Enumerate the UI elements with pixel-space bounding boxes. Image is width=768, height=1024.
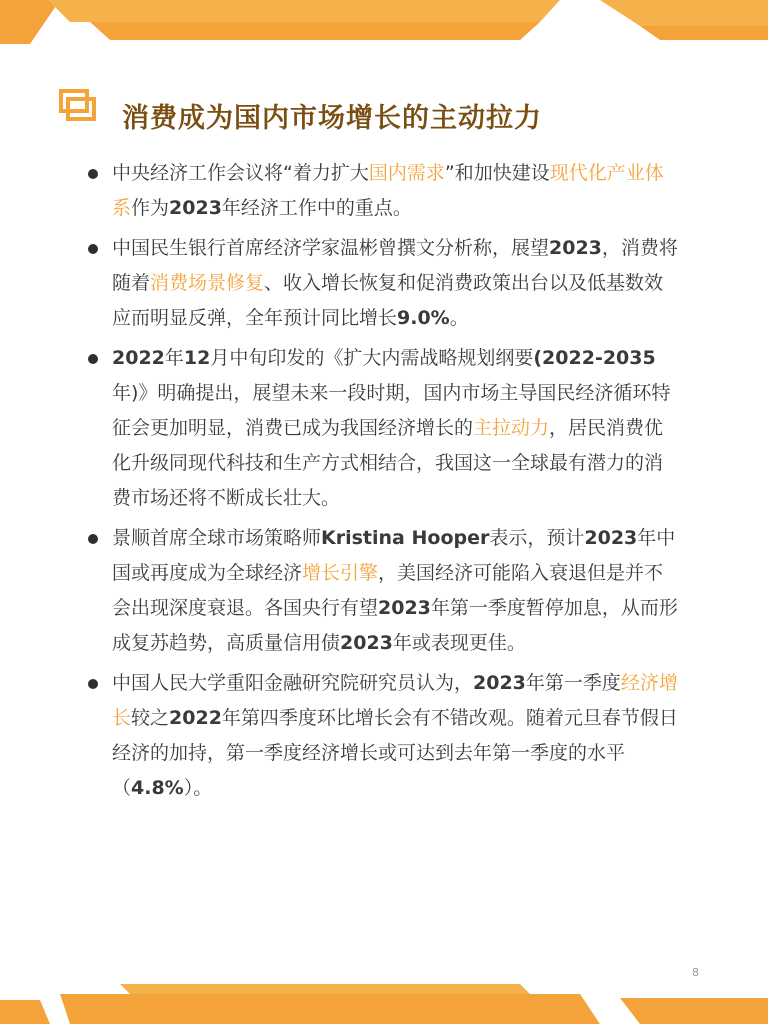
bullet-text: 景顺首席全球市场策略师 (112, 527, 322, 549)
bullet-dot-icon (88, 169, 98, 179)
highlight-text: 国内需求 (368, 162, 445, 184)
bullet-text: Kristina Hooper (321, 527, 490, 549)
bullet-text: (2022-2035 (533, 347, 656, 369)
bullet-text: 作为 (131, 197, 170, 219)
bullet-text: ，居民消费优化升级同现代科技和生产方式相结合，我国这一全球最有潜力的消费市场还将不断成长壮大。 (112, 417, 664, 509)
bullet-dot-icon (88, 679, 98, 689)
bullet-text: 年经济工作中的重点。 (221, 197, 412, 219)
page-number: 8 (692, 966, 699, 979)
bullet-text: 。 (449, 307, 469, 329)
highlight-text: 主拉动力 (473, 417, 550, 439)
bullet-text: 年第四季度环比增长会有不错改观。随着元旦春节假日经济的加持，第一季度经济增长或可达到去年第一季度的水平（ (112, 707, 678, 799)
bullet-text: 2023 (549, 237, 602, 259)
bullet-text: ，美国经济可能陷入衰退但是并不会出现深度衰退。各国央行有望 (112, 562, 664, 619)
highlight-text: 现代化产业体系 (112, 162, 664, 219)
bullet-list (88, 156, 678, 811)
square-bracket-icon (58, 88, 98, 122)
bullet-text: 12 (183, 347, 211, 369)
bullet-text: 中国民生银行首席经济学家温彬曾撰文分析称，展望 (112, 237, 550, 259)
bullet-text: 年 (164, 347, 184, 369)
highlight-text: 增长引擎 (302, 562, 379, 584)
bullet-item (88, 341, 678, 516)
bullet-text: 2023 (584, 527, 638, 549)
bullet-text: 年)》明确提出，展望未来一段时期，国内市场主导国民经济循环特征会更加明显，消费已成为我国经济增长的 (112, 382, 671, 439)
bottom-decorative-band (0, 980, 768, 1024)
bullet-item (88, 231, 678, 336)
bullet-text: ”和加快建设 (444, 162, 550, 184)
bullet-item (88, 156, 678, 226)
bullet-text: 、收入增长恢复和促消费政策出台以及低基数效应而明显反弹，全年预计同比增长 (112, 272, 664, 329)
bullet-text: 月中旬印发的《扩大内需战略规划纲要 (210, 347, 534, 369)
bullet-text: 年第一季度暂停加息，从而形成复苏趋势，高质量信用债 (112, 597, 678, 654)
bullet-text: 2022 (169, 707, 222, 729)
highlight-text: 经济增长 (112, 672, 678, 729)
bullet-item (88, 666, 678, 806)
bullet-text: 较之 (131, 707, 170, 729)
bullet-text: 中央经济工作会议将“着力扩大 (112, 162, 369, 184)
bullet-text: ，消费将随着 (112, 237, 678, 294)
page-title: 消费成为国内市场增长的主动拉力 (122, 103, 542, 134)
bullet-text: 2023 (169, 197, 222, 219)
top-decorative-band (0, 0, 768, 44)
bullet-text: 中国人民大学重阳金融研究院研究员认为， (112, 672, 474, 694)
bullet-text: 年中国或再度成为全球经济 (112, 527, 676, 584)
bullet-text: 2023 (378, 597, 431, 619)
highlight-text: 消费场景修复 (150, 272, 265, 294)
bullet-text: 2023 (340, 632, 393, 654)
bullet-item (88, 521, 678, 661)
bullet-dot-icon (88, 354, 98, 364)
bullet-text: 年第一季度 (525, 672, 621, 694)
bullet-text: 9.0% (397, 307, 450, 329)
bullet-text: 年或表现更佳。 (392, 632, 526, 654)
bullet-text: 4.8% (131, 777, 184, 799)
bullet-dot-icon (88, 244, 98, 254)
bullet-text: 2022 (112, 347, 165, 369)
bullet-text: 表示，预计 (489, 527, 585, 549)
bullet-dot-icon (88, 534, 98, 544)
section-heading (58, 88, 718, 138)
bullet-text: ）。 (183, 777, 213, 799)
bullet-text: 2023 (473, 672, 526, 694)
